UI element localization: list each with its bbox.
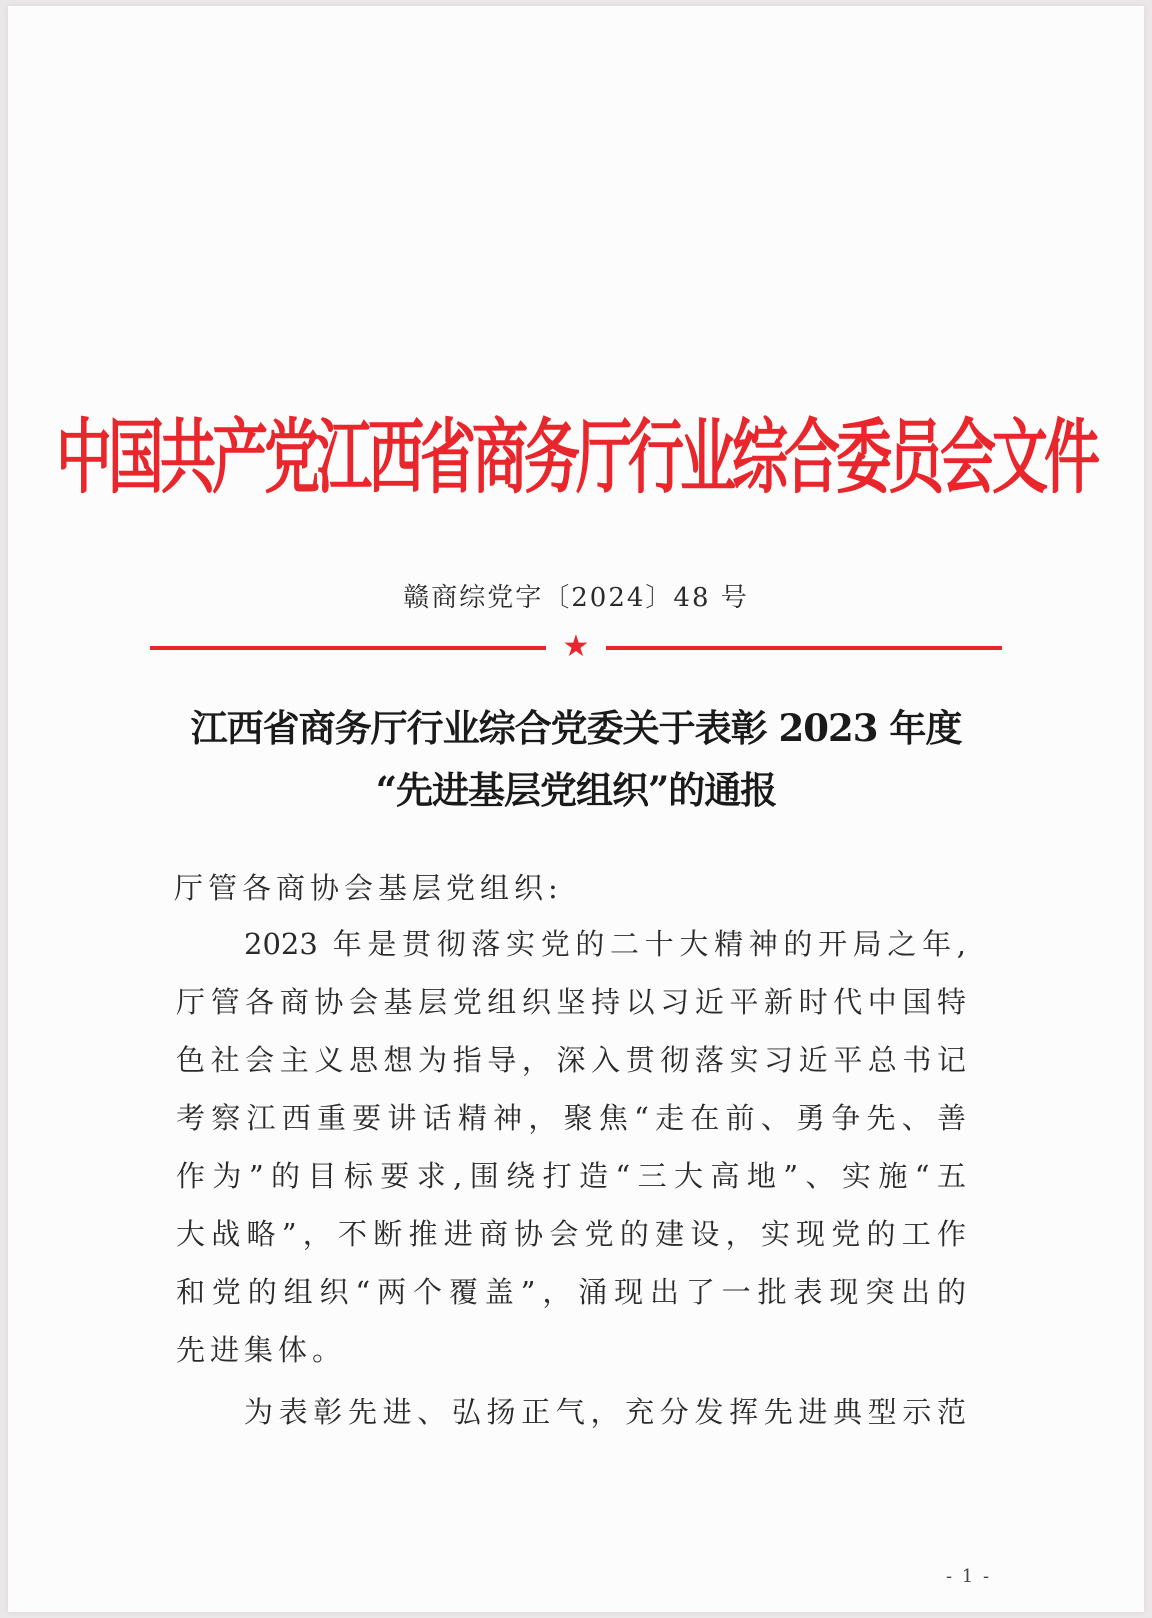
body-line: 厅管各商协会基层党组织坚持以习近平新时代中国特 xyxy=(176,985,966,1019)
document-title-line-1: 江西省商务厅行业综合党委关于表彰 2023 年度 xyxy=(190,706,962,750)
divider-line-left xyxy=(150,646,546,650)
body-line: 为表彰先进、弘扬正气，充分发挥先进典型示范 xyxy=(244,1395,966,1429)
document-title-line-2: “先进基层党组织”的通报 xyxy=(375,768,777,812)
body-line: 先进集体。 xyxy=(176,1333,347,1367)
issuer-red-header: 中国共产党江西省商务厅行业综合委员会文件 xyxy=(56,411,1096,506)
body-line: 作为”的目标要求,围绕打造“三大高地”、实施“五 xyxy=(176,1159,966,1193)
divider-line-right xyxy=(606,646,1002,650)
body-line: 色社会主义思想为指导，深入贯彻落实习近平总书记 xyxy=(176,1043,966,1077)
document-number: 赣商综党字〔2024〕48 号 xyxy=(403,583,749,613)
star-icon: ★ xyxy=(562,629,590,664)
body-line: 2023 年是贯彻落实党的二十大精神的开局之年, xyxy=(244,927,966,961)
document-page xyxy=(8,6,1144,1612)
body-line: 和党的组织“两个覆盖”，涌现出了一批表现突出的 xyxy=(176,1275,966,1309)
salutation: 厅管各商协会基层党组织: xyxy=(174,871,563,905)
body-line: 大战略”，不断推进商协会党的建设，实现党的工作 xyxy=(176,1217,966,1251)
red-divider xyxy=(150,629,1002,664)
page-number: - 1 - xyxy=(946,1566,992,1587)
body-line: 考察江西重要讲话精神，聚焦“走在前、勇争先、善 xyxy=(176,1101,966,1135)
